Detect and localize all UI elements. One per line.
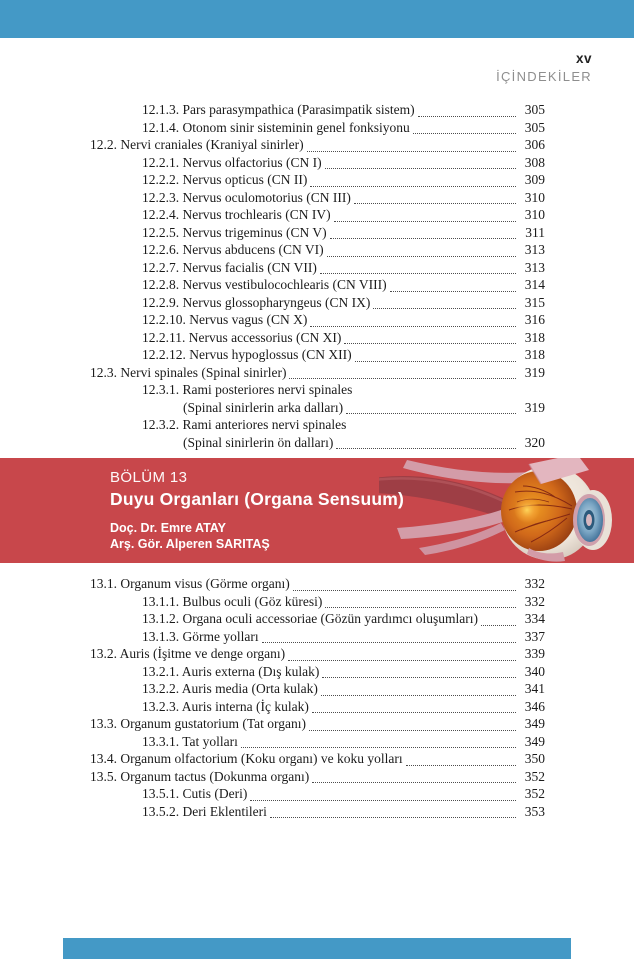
toc-entry-label: 13.3.1. Tat yolları [142, 733, 238, 749]
dotted-leader [344, 343, 516, 344]
toc-entry-page-number: 315 [524, 294, 545, 310]
toc-entry [90, 242, 545, 260]
dotted-leader [334, 221, 516, 222]
toc-entry-page-number: 318 [524, 329, 545, 345]
toc-entry [90, 629, 545, 647]
dotted-leader [312, 712, 516, 713]
toc-entry-label: 13.2.2. Auris media (Orta kulak) [142, 681, 318, 696]
toc-entry-label: 13.2. Auris (İşitme ve denge organı) [90, 646, 286, 661]
toc-entry-label: 12.3.1. Rami posteriores nervi spinales [142, 382, 353, 397]
dotted-leader [330, 238, 516, 239]
toc-entry-label: 12.2.12. Nervus hypoglossus (CN XII) [142, 347, 352, 362]
dotted-leader [413, 133, 516, 134]
dotted-leader [325, 168, 516, 169]
dotted-leader [262, 642, 516, 643]
running-title: İÇİNDEKİLER [496, 69, 592, 84]
toc-block-chapter-13 [90, 576, 545, 821]
toc-entry-label: 12.1.3. Pars parasympathica (Parasimpatik sistem) [142, 102, 415, 117]
toc-entry-label: 12.2.2. Nervus opticus (CN II) [142, 172, 308, 187]
toc-entry [90, 734, 545, 752]
toc-entry [90, 576, 545, 594]
toc-entry-page-number: 346 [524, 698, 545, 714]
toc-entry-page-number: 337 [524, 628, 545, 644]
toc-entry [90, 365, 545, 383]
toc-entry-label: 13.5. Organum tactus (Dokunma organı) [90, 768, 310, 784]
toc-entry [90, 207, 545, 225]
dotted-leader [270, 817, 516, 818]
dotted-leader [310, 326, 516, 327]
dotted-leader [406, 765, 516, 766]
bottom-accent-bar [63, 938, 571, 959]
toc-entry-label: 12.3.2. Rami anteriores nervi spinales [142, 417, 347, 432]
toc-entry-page-number: 305 [524, 119, 545, 135]
dotted-leader [310, 186, 516, 187]
toc-entry [90, 102, 545, 120]
toc-entry-label: 12.2.7. Nervus facialis (CN VII) [142, 259, 317, 275]
dotted-leader [355, 361, 516, 362]
toc-entry-page-number: 341 [524, 681, 545, 696]
toc-entry [90, 330, 545, 348]
dotted-leader [320, 273, 516, 274]
toc-entry [90, 769, 545, 787]
dotted-leader [289, 378, 516, 379]
toc-entry-label: (Spinal sinirlerin ön dalları) [183, 434, 334, 450]
toc-entry-label: 12.2.1. Nervus olfactorius (CN I) [142, 154, 322, 170]
toc-entry-label: 13.3. Organum gustatorium (Tat organı) [90, 716, 307, 731]
toc-entry-label: 12.2.8. Nervus vestibulocochlearis (CN VIII) [142, 277, 387, 292]
dotted-leader [307, 151, 516, 152]
toc-entry-label: 12.2.10. Nervus vagus (CN X) [142, 312, 308, 327]
dotted-leader [325, 607, 516, 608]
toc-entry-page-number: 308 [524, 154, 545, 170]
dotted-leader [336, 448, 516, 449]
toc-entry-label: 12.2.5. Nervus trigeminus (CN V) [142, 224, 327, 240]
toc-entry-page-number: 350 [524, 751, 545, 766]
toc-entry-page-number: 310 [524, 207, 545, 222]
toc-entry [90, 172, 545, 190]
toc-entry-label: 12.2. Nervi craniales (Kraniyal sinirler) [90, 137, 304, 152]
chapter-author: Arş. Gör. Alperen SARITAŞ [110, 536, 270, 551]
toc-entry [90, 664, 545, 682]
toc-entry-page-number: 313 [524, 259, 545, 275]
dotted-leader [481, 625, 516, 626]
dotted-leader [250, 800, 516, 801]
toc-entry [90, 190, 545, 208]
toc-block-chapter-12 [90, 102, 545, 452]
toc-entry-label: 12.2.4. Nervus trochlearis (CN IV) [142, 207, 331, 222]
toc-entry [90, 699, 545, 717]
toc-entry [90, 382, 545, 400]
toc-entry [90, 312, 545, 330]
toc-entry [90, 751, 545, 769]
toc-entry-page-number: 332 [524, 576, 545, 591]
toc-entry-page-number: 319 [524, 399, 545, 415]
dotted-leader [309, 730, 516, 731]
toc-entry [90, 417, 545, 435]
eye-anatomy-illustration [379, 458, 634, 563]
chapter-number: BÖLÜM 13 [110, 469, 188, 486]
toc-entry [90, 594, 545, 612]
toc-entry-page-number: 310 [524, 189, 545, 205]
toc-entry-page-number: 320 [524, 434, 545, 450]
chapter-title: Duyu Organları (Organa Sensuum) [110, 489, 405, 509]
toc-entry-page-number: 305 [524, 102, 545, 117]
toc-entry-page-number: 339 [524, 646, 545, 661]
chapter-author: Doç. Dr. Emre ATAY [110, 521, 227, 535]
chapter-banner [0, 458, 634, 563]
dotted-leader [346, 413, 516, 414]
dotted-leader [373, 308, 516, 309]
toc-entry-label: 12.2.11. Nervus accessorius (CN XI) [142, 329, 342, 345]
toc-entry-page-number: 349 [524, 716, 545, 731]
toc-entry-label: 12.3. Nervi spinales (Spinal sinirler) [90, 364, 287, 380]
toc-entry-page-number: 313 [524, 242, 545, 257]
toc-entry-page-number: 352 [524, 768, 545, 784]
toc-entry-page-number: 319 [524, 364, 545, 380]
dotted-leader [418, 116, 516, 117]
toc-entry-label: 12.2.6. Nervus abducens (CN VI) [142, 242, 324, 257]
toc-entry [90, 347, 545, 365]
toc-entry-label: 13.4. Organum olfactorium (Koku organı) ve koku yolları [90, 751, 403, 766]
toc-entry [90, 611, 545, 629]
toc-entry-page-number: 316 [524, 312, 545, 327]
chapter-authors [110, 521, 404, 552]
toc-entry-label: 12.1.4. Otonom sinir sisteminin genel fonksiyonu [142, 119, 410, 135]
toc-entry-label: 13.1.1. Bulbus oculi (Göz küresi) [142, 593, 323, 609]
toc-entry [90, 716, 545, 734]
dotted-leader [288, 660, 516, 661]
toc-entry-page-number: 334 [524, 611, 545, 626]
toc-entry-page-number: 340 [524, 663, 545, 679]
toc-entry-page-number: 309 [524, 172, 545, 187]
toc-entry-label: (Spinal sinirlerin arka dalları) [183, 399, 344, 415]
chapter-banner-text [110, 469, 404, 552]
toc-entry-label: 13.2.3. Auris interna (İç kulak) [142, 698, 309, 714]
toc-entry [90, 804, 545, 822]
optic-disc-glow [514, 497, 540, 523]
toc-entry-page-number: 353 [524, 803, 545, 819]
toc-entry-page-number: 314 [524, 277, 545, 292]
dotted-leader [241, 747, 516, 748]
dotted-leader [293, 590, 516, 591]
toc-entry-page-number: 306 [524, 137, 545, 152]
toc-entry [90, 400, 545, 418]
page-header [496, 51, 592, 85]
toc-entry-page-number: 332 [524, 593, 545, 609]
toc-entry-label: 12.2.3. Nervus oculomotorius (CN III) [142, 189, 351, 205]
toc-entry [90, 435, 545, 453]
toc-entry-label: 13.1.3. Görme yolları [142, 628, 259, 644]
toc-entry [90, 295, 545, 313]
toc-entry-label: 13.1.2. Organa oculi accessoriae (Gözün yardımcı oluşumları) [142, 611, 479, 626]
dotted-leader [354, 203, 516, 204]
toc-entry-page-number: 349 [524, 733, 545, 749]
toc-entry [90, 137, 545, 155]
toc-entry [90, 155, 545, 173]
toc-entry-page-number: 352 [524, 786, 545, 801]
toc-entry-label: 13.5.2. Deri Eklentileri [142, 803, 267, 819]
toc-entry [90, 277, 545, 295]
top-accent-bar [0, 0, 634, 38]
toc-entry [90, 260, 545, 278]
toc-entry-page-number: 318 [524, 347, 545, 362]
dotted-leader [322, 677, 516, 678]
toc-entry [90, 786, 545, 804]
toc-entry-label: 13.2.1. Auris externa (Dış kulak) [142, 663, 320, 679]
toc-entry-label: 13.1. Organum visus (Görme organı) [90, 576, 290, 591]
toc-entry-page-number: 311 [525, 224, 545, 240]
toc-entry-label: 13.5.1. Cutis (Deri) [142, 786, 248, 801]
page-number: xv [575, 51, 592, 66]
toc-entry-label: 12.2.9. Nervus glossopharyngeus (CN IX) [142, 294, 371, 310]
toc-entry [90, 120, 545, 138]
toc-entry [90, 681, 545, 699]
toc-entry [90, 646, 545, 664]
dotted-leader [321, 695, 516, 696]
dotted-leader [390, 291, 516, 292]
dotted-leader [327, 256, 516, 257]
dotted-leader [312, 782, 516, 783]
toc-entry [90, 225, 545, 243]
